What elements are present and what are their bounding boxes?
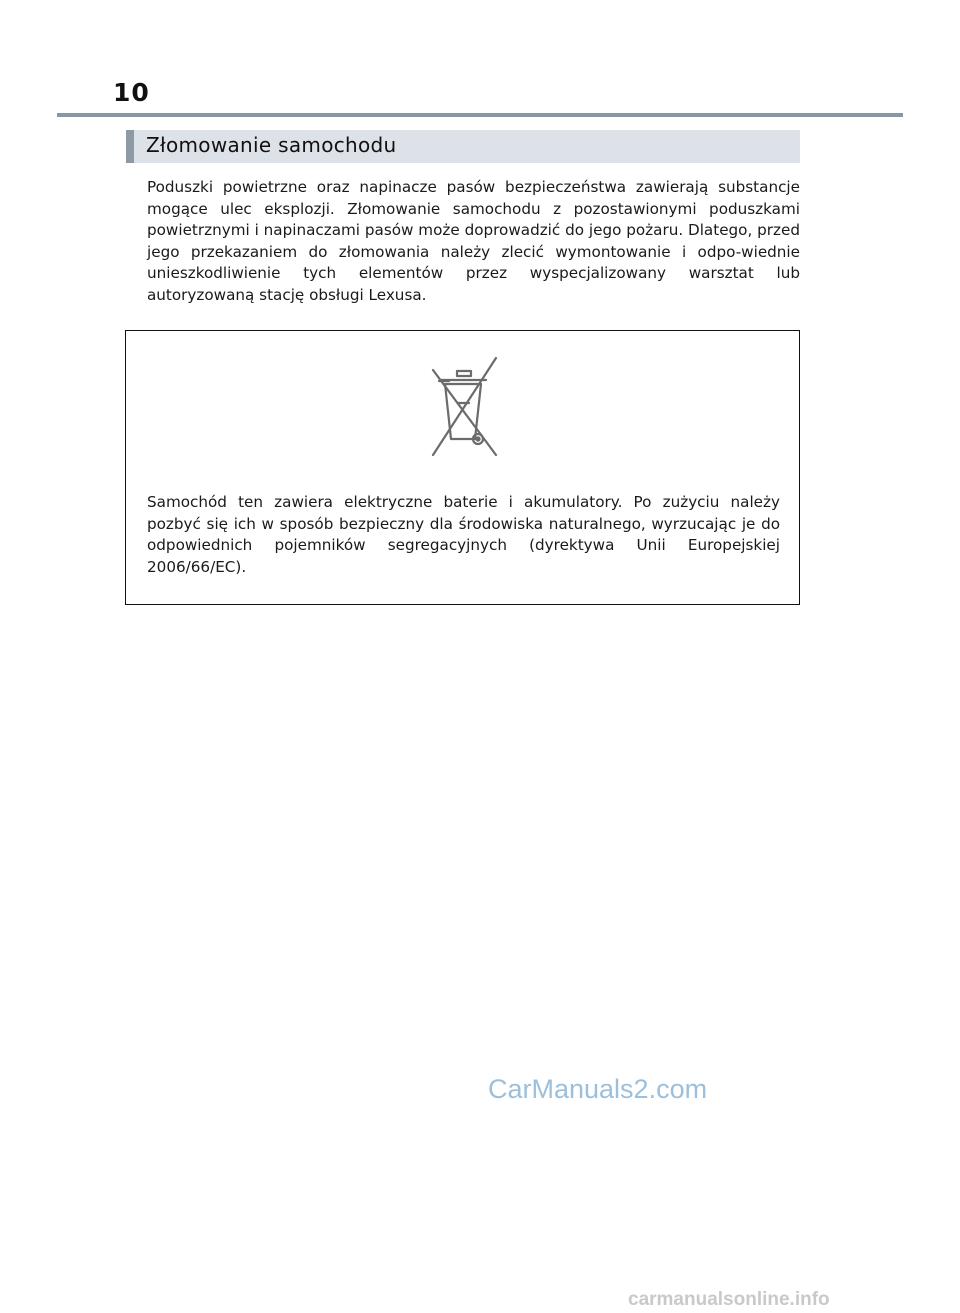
section-paragraph: Poduszki powietrzne oraz napinacze pasów bezpieczeństwa zawierają substancje mogące ulec eksplozji. Złomowanie samochodu z pozostawionymi poduszkami powietrznymi i napinaczami pasów może doprowadzić do jego pożaru. Dlatego, przed jego przekazaniem do złomowania należy zlecić wymontowanie i odpo-wiednie unieszkodliwienie tych elementów przez wyspecjalizowany warsztat lub autoryzowaną stację obsługi Lexusa. (147, 178, 800, 304)
notice-text: Samochód ten zawiera elektryczne baterie i akumulatory. Po zużyciu należy pozbyć się ich w sposób bezpieczny dla środowiska naturalnego, wyrzucając je do odpowiednich pojemników segregacyjnych (dyrektywa Unii Europejskiej 2006/66/EC). (147, 493, 780, 576)
watermark-carmanuals: CarManuals2.com (488, 1074, 708, 1104)
section-title: Złomowanie samochodu (146, 133, 397, 157)
crossed-out-wheelie-bin-icon (411, 355, 515, 459)
watermark-footer: carmanualsonline.info (628, 1289, 830, 1310)
header-rule (57, 113, 903, 117)
section-header (126, 130, 800, 163)
page-number: 10 (113, 78, 150, 107)
battery-disposal-notice (125, 330, 800, 605)
section-header-accent (126, 130, 134, 163)
